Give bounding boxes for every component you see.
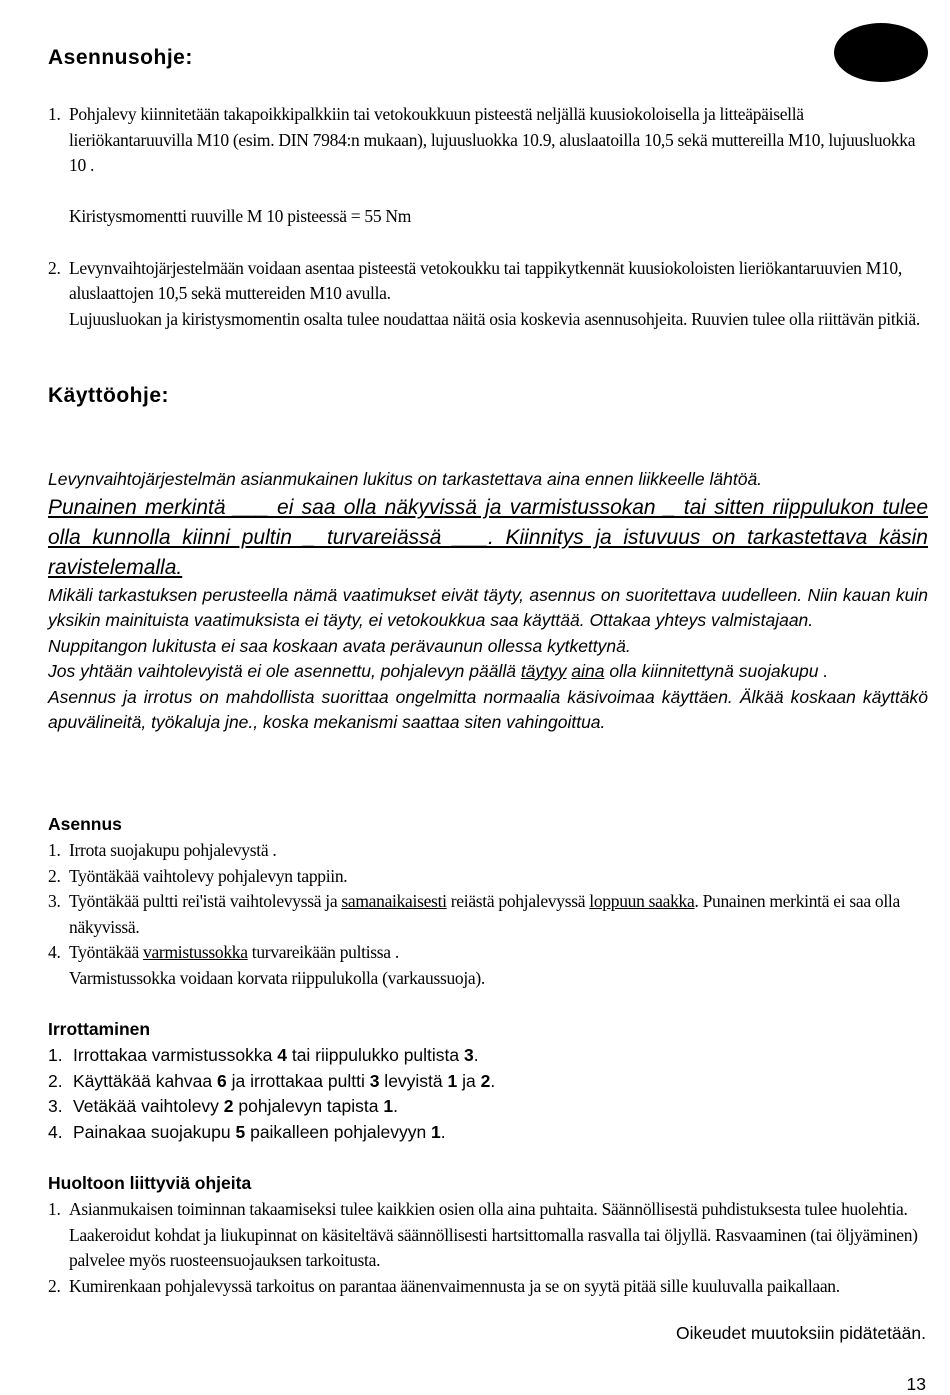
use-p6: Asennus ja irrotus on mahdollista suorittaa ongelmitta normaalia käsivoimaa käyttäen. Älkää koskaan käyttäkö apuvälineitä, työkaluja jne., koska mekanismi saattaa siten vahingoittua. [48, 686, 928, 732]
huolto-title: Huoltoon liittyviä ohjeita [48, 1173, 252, 1193]
list-item: 2. Käyttäkää kahvaa 6 ja irrottakaa pultti 3 levyistä 1 ja 2. [48, 1070, 496, 1091]
list-item: 4. Työntäkää varmistussokka turvareikään pultissa . Varmistussokka voidaan korvata riippulukolla (varkaussuoja). [48, 942, 485, 988]
use-p1: Levynvaihtojärjestelmän asianmukainen lukitus on tarkastettava aina ennen liikkeelle lähtöä. [48, 469, 763, 489]
install-title: Asennusohje: [48, 46, 193, 69]
list-item: 2. Kumirenkaan pohjalevyssä tarkoitus on parantaa äänenvaimennusta ja se on syytä pitää sille kuuluvalla paikallaan. [48, 1275, 840, 1296]
install-item-1: 1. Pohjalevy kiinnitetään takapoikkipalkkiin tai vetokoukkuun pisteestä neljällä kuusiokoloisella ja litteäpäisellä lieriökantaruuvilla M10 (esim. DIN 7984:n mukaan), lujuusluokka 10.9, aluslaatoilla 10,5 sekä muttereilla M10, lujuusluokka 10 . [48, 102, 928, 179]
footer-note: Oikeudet muutoksiin pidätetään. [675, 1323, 926, 1343]
use-p2: Punainen merkintä ___ ei saa olla näkyvissä ja varmistussokan _ tai sitten riippulukon tulee olla kunnolla kiinni pultin _ turvareiässä ___. Kiinnitys ja istuvuus on tarkastettava käsin ravistelemalla. [48, 495, 928, 579]
asennus-title: Asennus [48, 814, 122, 834]
use-section [48, 467, 928, 736]
irrottaminen-title: Irrottaminen [48, 1019, 151, 1039]
use-title: Käyttöohje: [48, 384, 169, 407]
list-item: 2. Työntäkää vaihtolevy pohjalevyn tappiin. [48, 865, 348, 886]
list-item: 3. Työntäkää pultti rei'istä vaihtolevyssä ja samanaikaisesti reiästä pohjalevyssä loppuun saakka. Punainen merkintä ei saa olla näkyvissä. [48, 891, 900, 937]
use-p4: Nuppitangon lukitusta ei saa koskaan avata perävaunun ollessa kytkettynä. [48, 635, 631, 656]
use-p3: Mikäli tarkastuksen perusteella nämä vaatimukset eivät täyty, asennus on suoritettava uudelleen. Niin kauan kuin yksikin mainituista vaatimuksista ei täyty, ei vetokoukkua saa käyttää. Ottakaa yhteys valmistajaan. [48, 584, 928, 630]
irrottaminen-list [48, 1043, 928, 1145]
page-number: 13 [906, 1374, 926, 1394]
install-item-2-text: Levynvaihtojärjestelmään voidaan asentaa pisteestä vetokoukku tai tappikytkennät kuusiokoloisten lieriökantaruuvien M10, aluslaattojen 10,5 sekä muttereiden M10 avulla. [69, 257, 902, 304]
list-item: 1. Asianmukaisen toiminnan takaamiseksi tulee kaikkien osien olla aina puhtaita. Säännöllisestä puhdistuksesta tulee huolehtia. Laakeroidut kohdat ja liukupinnat on käsiteltävä säännöllisesti hartsittomalla rasvalla tai öljyllä. Rasvaaminen (tai öljyäminen) palvelee myös ruosteensuojauksen tarkoitusta. [48, 1199, 918, 1271]
list-item: 4. Painakaa suojakupu 5 paikalleen pohjalevyyn 1. [48, 1121, 446, 1142]
list-item: 3. Vetäkää vaihtolevy 2 pohjalevyn tapista 1. [48, 1096, 398, 1117]
install-item-2-note: Lujuusluokan ja kiristysmomentin osalta tulee noudattaa näitä osia koskevia asennusohjeita. Ruuvien tulee olla riittävän pitkiä. [69, 308, 920, 329]
use-p5: Jos yhtään vaihtolevyistä ei ole asennettu, pohjalevyn päällä täytyy aina olla kiinnitettynä suojakupu . [48, 661, 829, 681]
install-item-1-text: Pohjalevy kiinnitetään takapoikkipalkkiin tai vetokoukkuun pisteestä neljällä kuusiokoloisella ja litteäpäisellä lieriökantaruuvilla M10 (esim. DIN 7984:n mukaan), lujuusluokka 10.9, aluslaatoilla 10,5 sekä muttereilla M10, lujuusluokka 10 . [69, 104, 916, 176]
list-item: 1. Irrota suojakupu pohjalevystä . [48, 840, 277, 860]
black-oval-mark [834, 23, 928, 82]
install-section [48, 102, 928, 332]
huolto-list [48, 1197, 928, 1299]
torque-line: Kiristysmomentti ruuville M 10 pisteessä = 55 Nm [69, 206, 412, 227]
install-item-2: 2. Levynvaihtojärjestelmään voidaan asentaa pisteestä vetokoukku tai tappikytkennät kuusiokoloisten lieriökantaruuvien M10, aluslaattojen 10,5 sekä muttereiden M10 avulla. Lujuusluokan ja kiristysmomentin osalta tulee noudattaa näitä osia koskevia asennusohjeita. Ruuvien tulee olla riittävän pitkiä. [48, 257, 920, 329]
list-item: 1. Irrottakaa varmistussokka 4 tai riippulukko pultista 3. [48, 1045, 479, 1065]
asennus-list [48, 838, 928, 992]
